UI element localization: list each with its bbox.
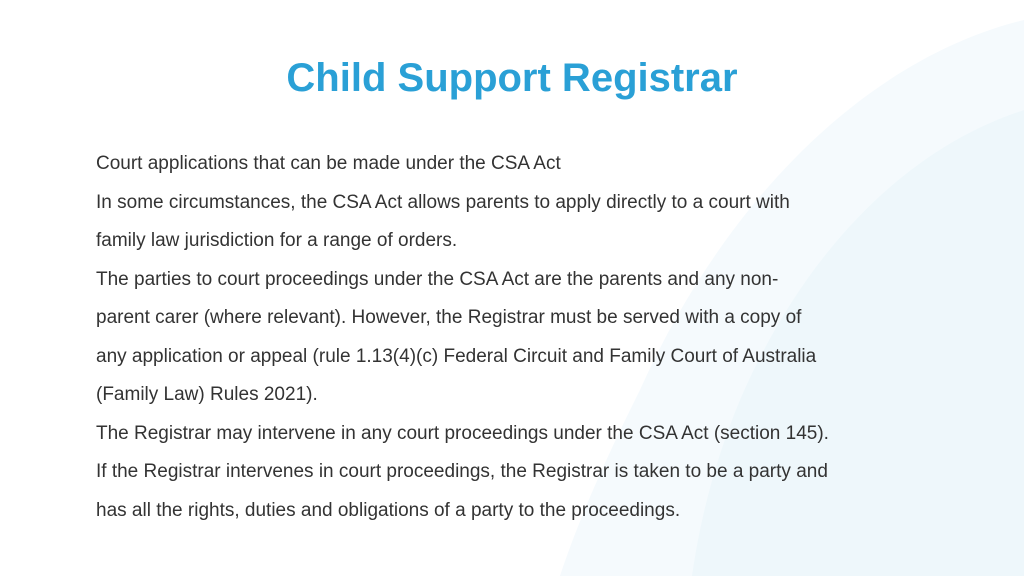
text-line-7: (Family Law) Rules 2021). [96,384,318,405]
text-line-3: family law jurisdiction for a range of orders. [96,230,458,251]
text-line-2: In some circumstances, the CSA Act allows parents to apply directly to a court with [96,191,790,213]
text-line-4: The parties to court proceedings under the CSA Act are the parents and any non- [96,268,779,290]
text-line-10: has all the rights, duties and obligations of a party to the proceedings. [96,499,681,521]
text-line-5: parent carer (where relevant). However, the Registrar must be served with a copy of [96,307,802,328]
text-line-1: Court applications that can be made under the CSA Act [96,153,561,174]
text-line-6: any application or appeal (rule 1.13(4)(c) Federal Circuit and Family Court of Australia [96,345,817,367]
slide-title: Child Support Registrar [286,56,738,100]
body-text [96,145,946,530]
text-line-9: If the Registrar intervenes in court proceedings, the Registrar is taken to be a party and [96,461,828,482]
text-line-8: The Registrar may intervene in any court proceedings under the CSA Act (section 145). [96,422,829,444]
